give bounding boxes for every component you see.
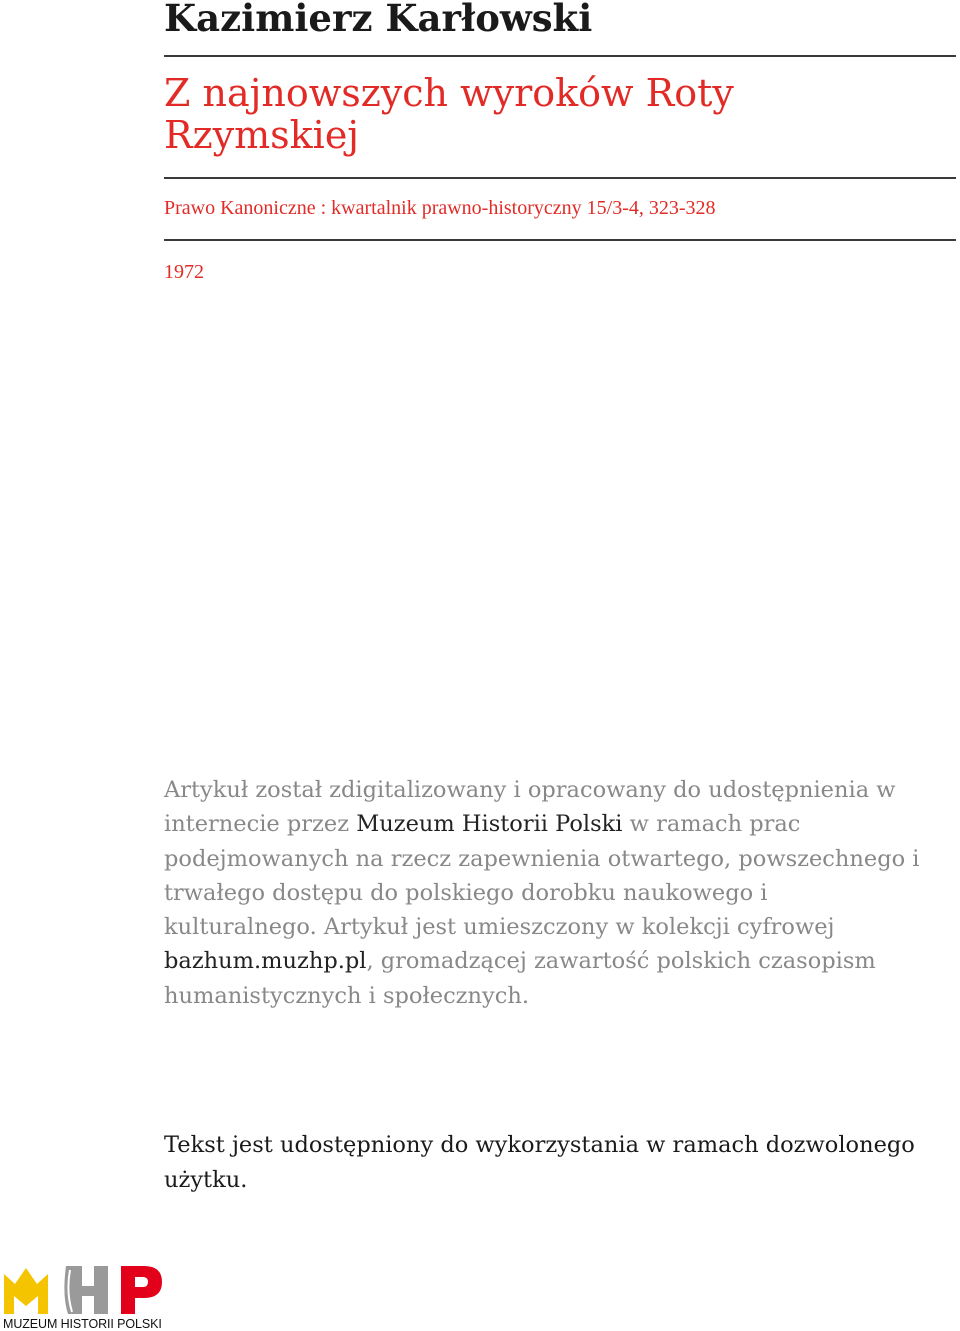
divider: [164, 177, 956, 179]
museum-logo: [2, 1266, 172, 1331]
article-title: Z najnowszych wyroków Roty Rzymskiej: [164, 71, 734, 157]
museum-name: Muzeum Historii Polski: [356, 811, 623, 838]
usage-notice: Tekst jest udostępniony do wykorzystania w ramach dozwolonego użytku.: [164, 1132, 915, 1193]
notice-text: w ramach prac podejmowanych na rzecz zapewnienia otwartego, powszechnego i trwałego dostępu do polskiego dorobku naukowego i kulturalnego. Artykuł jest umieszczony w kolekcji cyfrowej: [164, 811, 920, 941]
collection-site: bazhum.muzhp.pl: [164, 948, 367, 975]
publication-year: 1972: [164, 261, 204, 283]
notice-text: , gromadzącej zawartość polskich czasopism humanistycznych i społecznych.: [164, 948, 876, 1009]
logo-text: MUZEUM HISTORII POLSKI: [3, 1317, 162, 1331]
crown-icon: [4, 1268, 48, 1314]
divider: [164, 55, 956, 57]
divider: [164, 239, 956, 241]
digitization-notice: [164, 773, 924, 1013]
notice-text: Artykuł został zdigitalizowany i opracowany do udostępnienia w internecie przez: [164, 777, 896, 838]
museum-logo-icon: [2, 1266, 167, 1316]
author-name: Kazimierz Karłowski: [164, 0, 593, 40]
p-mark-icon: [121, 1266, 162, 1314]
journal-citation: Prawo Kanoniczne : kwartalnik prawno-historyczny 15/3-4, 323-328: [164, 197, 716, 219]
